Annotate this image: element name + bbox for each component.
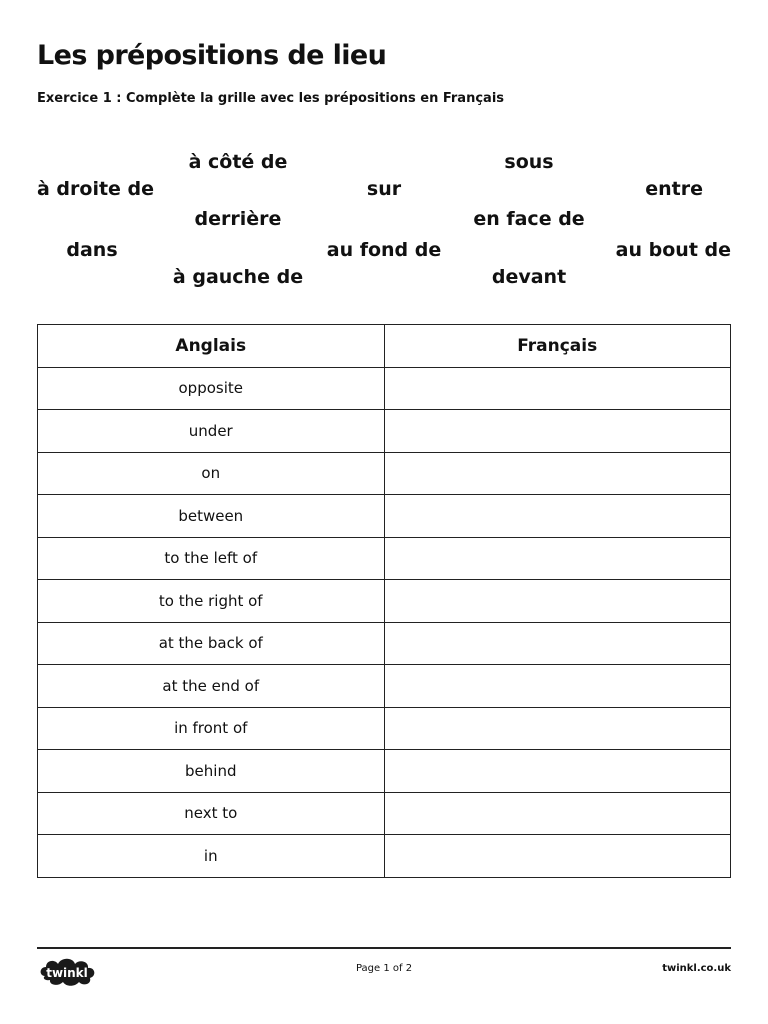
table-row — [38, 665, 731, 708]
word-bank-item: sous — [504, 151, 554, 173]
exercise-instruction: Exercice 1 : Complète la grille avec les prépositions en Français — [37, 91, 505, 106]
word-bank-item: à côté de — [188, 151, 288, 173]
english-cell: behind — [38, 750, 385, 793]
table-row — [38, 537, 731, 580]
table-row — [38, 622, 731, 665]
word-bank-item: devant — [491, 266, 567, 288]
french-answer-cell[interactable] — [384, 750, 731, 793]
english-cell: in — [38, 835, 385, 878]
word-bank-item: dans — [66, 239, 118, 261]
english-cell: at the end of — [38, 665, 385, 708]
table-row — [38, 792, 731, 835]
word-bank-item: à gauche de — [172, 266, 304, 288]
word-bank-item: sur — [366, 178, 402, 200]
french-answer-cell[interactable] — [384, 537, 731, 580]
table-row — [38, 410, 731, 453]
twinkl-logo — [37, 954, 99, 988]
page-title: Les prépositions de lieu — [37, 40, 387, 71]
french-answer-cell[interactable] — [384, 622, 731, 665]
page-number: Page 1 of 2 — [355, 963, 413, 974]
footer-divider — [37, 947, 731, 949]
english-cell: on — [38, 452, 385, 495]
english-cell: to the left of — [38, 537, 385, 580]
column-header-anglais: Anglais — [38, 325, 385, 368]
french-answer-cell[interactable] — [384, 410, 731, 453]
english-cell: to the right of — [38, 580, 385, 623]
word-bank-item: derrière — [194, 208, 282, 230]
table-header-row — [38, 325, 731, 368]
word-bank-item: en face de — [473, 208, 585, 230]
french-answer-cell[interactable] — [384, 665, 731, 708]
french-answer-cell[interactable] — [384, 580, 731, 623]
site-url[interactable]: twinkl.co.uk — [662, 963, 731, 974]
translation-grid — [37, 324, 731, 878]
english-cell: opposite — [38, 367, 385, 410]
french-answer-cell[interactable] — [384, 495, 731, 538]
table-row — [38, 707, 731, 750]
french-answer-cell[interactable] — [384, 707, 731, 750]
word-bank-item: au bout de — [615, 239, 731, 261]
table-row — [38, 580, 731, 623]
table-row — [38, 835, 731, 878]
table-row — [38, 367, 731, 410]
french-answer-cell[interactable] — [384, 792, 731, 835]
word-bank-item: au fond de — [326, 239, 442, 261]
column-header-francais: Français — [384, 325, 731, 368]
french-answer-cell[interactable] — [384, 835, 731, 878]
english-cell: next to — [38, 792, 385, 835]
table-row — [38, 495, 731, 538]
french-answer-cell[interactable] — [384, 452, 731, 495]
word-bank-item: à droite de — [37, 178, 155, 200]
english-cell: at the back of — [38, 622, 385, 665]
logo-text: twinkl — [46, 966, 88, 980]
french-answer-cell[interactable] — [384, 367, 731, 410]
table-row — [38, 452, 731, 495]
english-cell: under — [38, 410, 385, 453]
word-bank-item: entre — [645, 178, 703, 200]
english-cell: in front of — [38, 707, 385, 750]
english-cell: between — [38, 495, 385, 538]
table-row — [38, 750, 731, 793]
